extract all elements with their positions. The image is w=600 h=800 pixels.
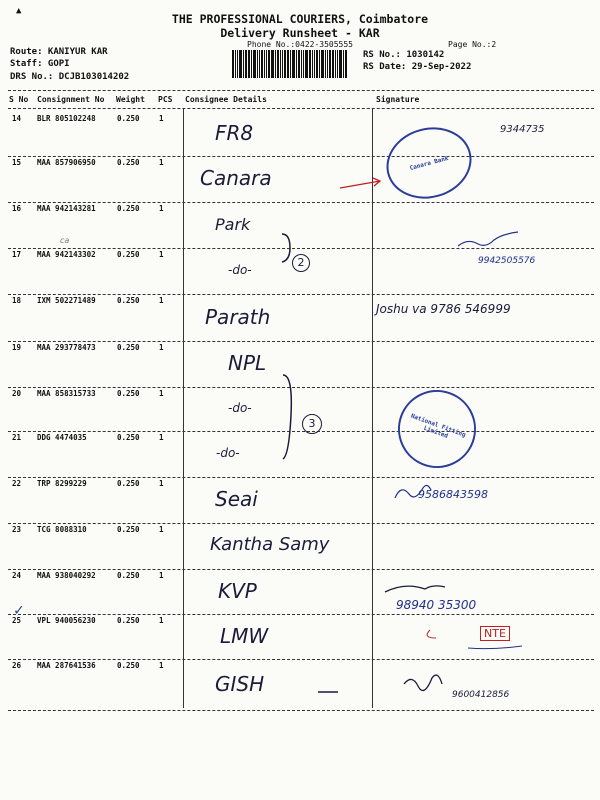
row-pcs: 1 bbox=[159, 571, 164, 580]
route: Route: KANIYUR KAR bbox=[10, 47, 108, 57]
row-consignee: Canara bbox=[200, 166, 272, 190]
row-pcs: 1 bbox=[159, 114, 164, 123]
row-divider bbox=[8, 294, 594, 295]
row-sno: 16 bbox=[12, 204, 22, 213]
row-divider bbox=[8, 387, 594, 388]
row-consignee: Kantha Samy bbox=[210, 534, 330, 556]
row-consignee: Park bbox=[215, 214, 251, 234]
signature-scribble-17 bbox=[458, 232, 518, 246]
row-divider bbox=[8, 341, 594, 342]
row-sno: 20 bbox=[12, 389, 22, 398]
row-pcs: 1 bbox=[159, 479, 164, 488]
group-number-2: 2 bbox=[292, 254, 310, 272]
row-pcs: 1 bbox=[159, 296, 164, 305]
barcode-bar bbox=[245, 50, 247, 78]
row-weight: 0.250 bbox=[117, 158, 140, 167]
header-rule-bottom bbox=[8, 108, 594, 109]
row-pcs: 1 bbox=[159, 389, 164, 398]
col-weight-header: Weight bbox=[116, 95, 145, 104]
row-weight: 0.250 bbox=[117, 661, 140, 670]
barcode-bar bbox=[290, 50, 291, 78]
row-pcs: 1 bbox=[159, 433, 164, 442]
barcode-bar bbox=[243, 50, 244, 78]
row-divider bbox=[8, 477, 594, 478]
row-divider bbox=[8, 614, 594, 615]
barcode-bar bbox=[301, 50, 302, 78]
col-divider-signature bbox=[372, 108, 373, 708]
row-weight: 0.250 bbox=[117, 571, 140, 580]
row-weight: 0.250 bbox=[117, 204, 140, 213]
barcode-bar bbox=[268, 50, 270, 78]
barcode-bar bbox=[287, 50, 289, 78]
row-consignment-no: BLR 805102248 bbox=[37, 114, 96, 123]
row-weight: 0.250 bbox=[117, 389, 140, 398]
rs-date: RS Date: 29-Sep-2022 bbox=[363, 62, 472, 72]
col-sno-header: S No bbox=[9, 95, 29, 104]
row-consignment-no: VPL 940056230 bbox=[37, 616, 96, 625]
page-corner-mark: ▲ bbox=[16, 6, 22, 16]
row-sno: 22 bbox=[12, 479, 22, 488]
row-consignee: -do- bbox=[228, 263, 252, 278]
barcode-bar bbox=[327, 50, 328, 78]
row-signature: 9586843598 bbox=[418, 488, 488, 501]
row-weight: 0.250 bbox=[117, 479, 140, 488]
check-mark-icon: ✓ bbox=[14, 600, 24, 619]
barcode-bar bbox=[292, 50, 295, 78]
company-phone: Phone No.:0422-3505555 bbox=[247, 40, 353, 49]
row-weight: 0.250 bbox=[117, 343, 140, 352]
row-weight: 0.250 bbox=[117, 114, 140, 123]
national-fitting-stamp: National Fitting Limited bbox=[387, 379, 487, 479]
barcode-bar bbox=[239, 50, 242, 78]
barcode-bar bbox=[314, 50, 315, 78]
barcode-bar bbox=[232, 50, 234, 78]
row-weight: 0.250 bbox=[117, 296, 140, 305]
signature-scribble-26 bbox=[404, 675, 442, 690]
row-consignee: FR8 bbox=[215, 121, 254, 145]
row-sno: 14 bbox=[12, 114, 22, 123]
barcode-bar bbox=[251, 50, 252, 78]
drs-number: DRS No.: DCJB103014202 bbox=[10, 72, 130, 82]
barcode-bar bbox=[332, 50, 334, 78]
row-divider bbox=[8, 156, 594, 157]
runsheet-title: Delivery Runsheet - KAR bbox=[220, 26, 380, 40]
row-weight: 0.250 bbox=[117, 250, 140, 259]
row-weight: 0.250 bbox=[117, 525, 140, 534]
barcode-bar bbox=[284, 50, 286, 78]
row-consignment-no: IXM 502271489 bbox=[37, 296, 96, 305]
row-sno: 15 bbox=[12, 158, 22, 167]
row-sno: 18 bbox=[12, 296, 22, 305]
row-consignee: Seai bbox=[215, 487, 258, 511]
col-consignment-header: Consignment No bbox=[37, 95, 105, 104]
row-sno: 21 bbox=[12, 433, 22, 442]
barcode-bar bbox=[296, 50, 297, 78]
barcode-bar bbox=[345, 50, 347, 78]
company-name: THE PROFESSIONAL COURIERS, Coimbatore bbox=[171, 12, 429, 26]
barcode-bar bbox=[325, 50, 326, 78]
row-signature: NTE bbox=[480, 626, 510, 641]
row-pcs: 1 bbox=[159, 158, 164, 167]
row-pcs: 1 bbox=[159, 343, 164, 352]
barcode-bar bbox=[321, 50, 324, 78]
row-signature: 98940 35300 bbox=[396, 598, 477, 612]
barcode bbox=[232, 50, 354, 78]
barcode-bar bbox=[248, 50, 250, 78]
red-arrow bbox=[340, 178, 380, 188]
row-divider bbox=[8, 569, 594, 570]
signature-scribble-24 bbox=[385, 586, 445, 592]
barcode-bar bbox=[337, 50, 338, 78]
barcode-bar bbox=[280, 50, 281, 78]
barcode-bar bbox=[312, 50, 313, 78]
row-consignee: Parath bbox=[205, 304, 271, 329]
barcode-bar bbox=[259, 50, 260, 78]
row-sno: 23 bbox=[12, 525, 22, 534]
barcode-bar bbox=[277, 50, 279, 78]
barcode-bar bbox=[253, 50, 256, 78]
row-signature: 9344735 bbox=[500, 124, 545, 135]
col-consignee-header: Consignee Details bbox=[185, 95, 267, 104]
barcode-bar bbox=[275, 50, 276, 78]
row-divider bbox=[8, 523, 594, 524]
row-weight: 0.250 bbox=[117, 616, 140, 625]
row-consignment-no: DDG 4474035 bbox=[37, 433, 87, 442]
barcode-bar bbox=[335, 50, 336, 78]
row-signature: 9942505576 bbox=[478, 256, 536, 266]
header-rule-top bbox=[8, 90, 594, 91]
row-divider bbox=[8, 659, 594, 660]
row-consignment-no: TCG 8088310 bbox=[37, 525, 87, 534]
barcode-bar bbox=[261, 50, 263, 78]
row-divider bbox=[8, 248, 594, 249]
row-pcs: 1 bbox=[159, 250, 164, 259]
barcode-bar bbox=[235, 50, 236, 78]
barcode-bar bbox=[309, 50, 311, 78]
signature-arc-25 bbox=[427, 630, 436, 638]
row-consignment-no: MAA 858315733 bbox=[37, 389, 96, 398]
barcode-bar bbox=[282, 50, 283, 78]
row-consignee: LMW bbox=[220, 623, 269, 648]
row-consignment-no: MAA 938040292 bbox=[37, 571, 96, 580]
margin-mark: ca bbox=[60, 236, 70, 245]
row-divider bbox=[8, 431, 594, 432]
row-signature: Joshu va 9786 546999 bbox=[376, 302, 511, 316]
row-pcs: 1 bbox=[159, 204, 164, 213]
barcode-bar bbox=[271, 50, 274, 78]
row-consignment-no: MAA 293778473 bbox=[37, 343, 96, 352]
row-sno: 26 bbox=[12, 661, 22, 670]
barcode-bar bbox=[319, 50, 320, 78]
row-pcs: 1 bbox=[159, 525, 164, 534]
page-number: Page No.:2 bbox=[448, 40, 497, 49]
barcode-bar bbox=[266, 50, 267, 78]
barcode-bar bbox=[257, 50, 258, 78]
canara-bank-stamp: Canara Bank bbox=[378, 118, 479, 208]
barcode-bar bbox=[298, 50, 300, 78]
row-signature: 9600412856 bbox=[452, 690, 510, 700]
barcode-bar bbox=[339, 50, 342, 78]
row-consignee: -do- bbox=[216, 446, 240, 461]
row-consignment-no: MAA 287641536 bbox=[37, 661, 96, 670]
row-consignee: KVP bbox=[218, 578, 257, 603]
barcode-bar bbox=[303, 50, 304, 78]
col-divider-consignee bbox=[183, 108, 184, 708]
col-signature-header: Signature bbox=[376, 95, 420, 104]
col-pcs-header: PCS bbox=[158, 95, 173, 104]
barcode-bar bbox=[343, 50, 344, 78]
row-sno: 19 bbox=[12, 343, 22, 352]
row-consignee: GISH bbox=[215, 671, 265, 696]
row-consignment-no: MAA 942143281 bbox=[37, 204, 96, 213]
barcode-bar bbox=[316, 50, 318, 78]
row-weight: 0.250 bbox=[117, 433, 140, 442]
barcode-bar bbox=[237, 50, 238, 78]
row-sno: 17 bbox=[12, 250, 22, 259]
row-pcs: 1 bbox=[159, 616, 164, 625]
barcode-bar bbox=[305, 50, 308, 78]
row-divider bbox=[8, 710, 594, 711]
staff: Staff: GOPI bbox=[10, 59, 70, 69]
row-consignee: -do- bbox=[228, 401, 252, 416]
signature-arc-tail bbox=[468, 646, 522, 649]
row-sno: 24 bbox=[12, 571, 22, 580]
row-divider bbox=[8, 202, 594, 203]
barcode-bar bbox=[329, 50, 331, 78]
barcode-bar bbox=[264, 50, 265, 78]
row-sno: 25 bbox=[12, 616, 22, 625]
row-consignment-no: MAA 857906950 bbox=[37, 158, 96, 167]
row-pcs: 1 bbox=[159, 661, 164, 670]
group-number-3: 3 bbox=[302, 414, 322, 434]
row-consignee: NPL bbox=[228, 351, 267, 375]
row-consignment-no: MAA 942143302 bbox=[37, 250, 96, 259]
rs-number: RS No.: 1030142 bbox=[363, 50, 445, 60]
row-consignment-no: TRP 8299229 bbox=[37, 479, 87, 488]
